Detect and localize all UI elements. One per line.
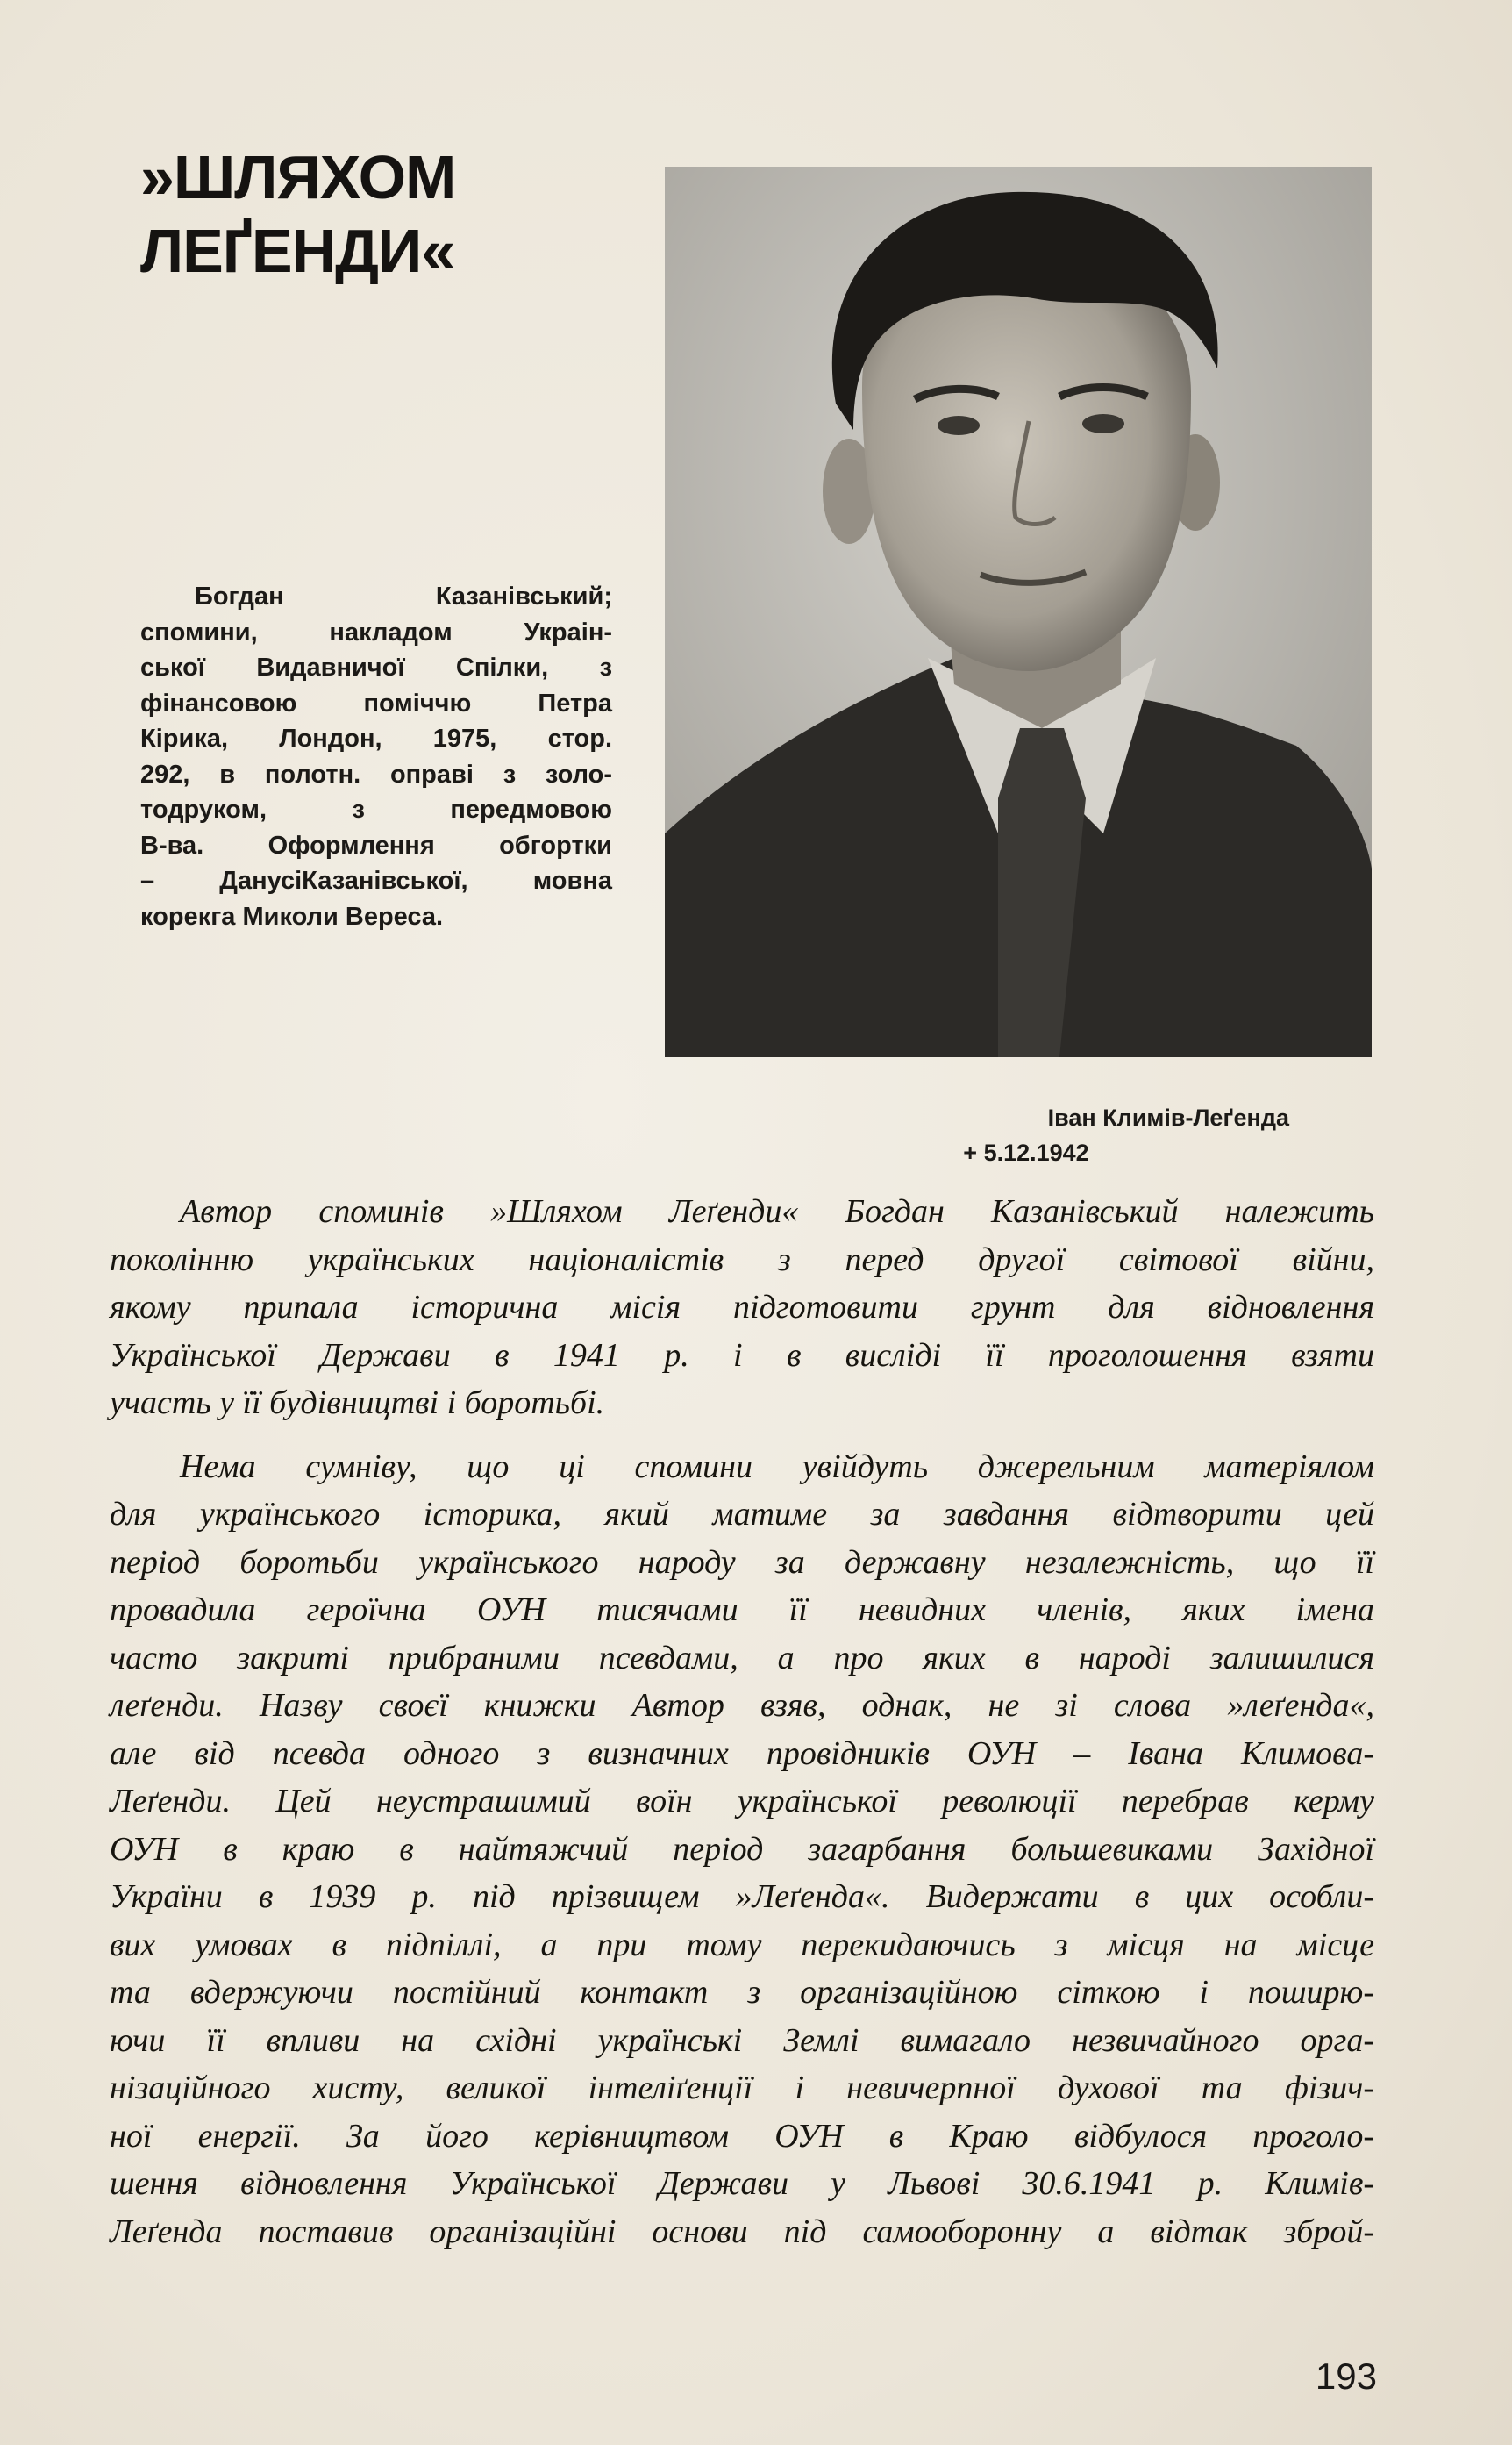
bibliography-line: – ДанусіКазанівської, мовна: [140, 867, 612, 895]
bibliography-line: корекга Миколи Вереса.: [140, 902, 444, 931]
text-line: та вдержуючи постійний контакт з організаційною сіткою і поширю-: [110, 1974, 1374, 2011]
text-line: період боротьби українського народу за державну незалежність, що її: [110, 1543, 1374, 1581]
text-line: Леґенда поставив організаційні основи під самооборонну а відтак збрoй-: [110, 2213, 1374, 2250]
bibliography-block: [140, 579, 612, 934]
text-line: ОУН в краю в найтяжчий період загарбання большевиками Західної: [110, 1830, 1374, 1868]
text-line: поколінню українських націоналістів з перед другої світової війни,: [110, 1240, 1374, 1278]
text-line: якому припала історична місія підготовити грунт для відновлення: [110, 1289, 1374, 1326]
text-line: Леґенди. Цей неустрашимий воїн української революції перебрав керму: [110, 1783, 1374, 1819]
text-line: України в 1939 р. під прізвищем »Леґенда«. Видержати в цих особли-: [110, 1878, 1374, 1915]
text-line: шення відновлення Української Держави у Львові 30.6.1941 р. Климів-: [110, 2165, 1374, 2202]
text-line: Української Держави в 1941 р. і в висліді її проголошення взяти: [110, 1336, 1374, 1374]
text-line: ної енергії. За його керівництвом ОУН в Краю відбулося проголо-: [110, 2117, 1374, 2155]
body-text: [110, 1188, 1374, 2256]
text-line: провадила героїчна ОУН тисячами її невидних членів, яких імена: [110, 1591, 1374, 1628]
caption-name: Іван Климів-Леґенда: [1047, 1105, 1289, 1131]
text-line: часто закриті прибраними псевдами, а про яких в народі залишилися: [110, 1639, 1374, 1676]
text-line: ючи її впливи на східні українські Землі вимагало незвичайного орга-: [110, 2021, 1374, 2059]
bibliography-line: тодруком, з передмовою: [140, 796, 612, 824]
text-line: вих умовах в підпіллі, а при тому перекидаючись з місця на місце: [110, 1926, 1374, 1963]
bibliography-line: Кірика, Лондон, 1975, стор.: [140, 725, 612, 753]
page-number: 193: [1315, 2356, 1377, 2397]
article-title: [140, 140, 544, 288]
text-line: Нема сумніву, що ці спомини увійдуть джерельним матеріялом: [180, 1448, 1374, 1485]
title-line-2: ЛЕҐЕНДИ«: [140, 217, 455, 285]
text-line: участь у її будівництві і боротьбі.: [110, 1384, 605, 1421]
text-line: для українського історика, який матиме за завдання відтворити цей: [110, 1496, 1374, 1533]
paragraph: [110, 1188, 1374, 1427]
text-line: Автор споминів »Шляхом Леґенди« Богдан Казанівський належить: [180, 1193, 1374, 1230]
bibliography-line: ської Видавничої Спілки, з: [140, 654, 612, 682]
bibliography-line: спомини, накладом Украін-: [140, 618, 612, 647]
text-line: нізаційного хисту, великої інтеліґенції і невичерпної духової та фізич-: [110, 2070, 1374, 2106]
bibliography-line: 292, в полотн. оправі з золо-: [140, 760, 612, 789]
photo-caption: [877, 1100, 1289, 1170]
portrait-photo-icon: [665, 167, 1372, 1057]
bibliography-line: Богдан Казанівський;: [195, 583, 612, 611]
paragraph: [110, 1443, 1374, 2256]
title-line-1: »ШЛЯХОМ: [140, 143, 456, 211]
bibliography-line: фінансовою поміччю Петра: [140, 689, 612, 718]
text-line: леґенди. Назву своєї книжки Автор взяв, однак, не зі слова »леґенда«,: [110, 1687, 1374, 1724]
portrait-photo: [665, 167, 1372, 1057]
text-line: але від псевда одного з визначних провідників ОУН – Івана Климова-: [110, 1734, 1374, 1772]
bibliography-line: В-ва. Оформлення обгортки: [140, 831, 612, 860]
caption-date: + 5.12.1942: [963, 1140, 1089, 1166]
